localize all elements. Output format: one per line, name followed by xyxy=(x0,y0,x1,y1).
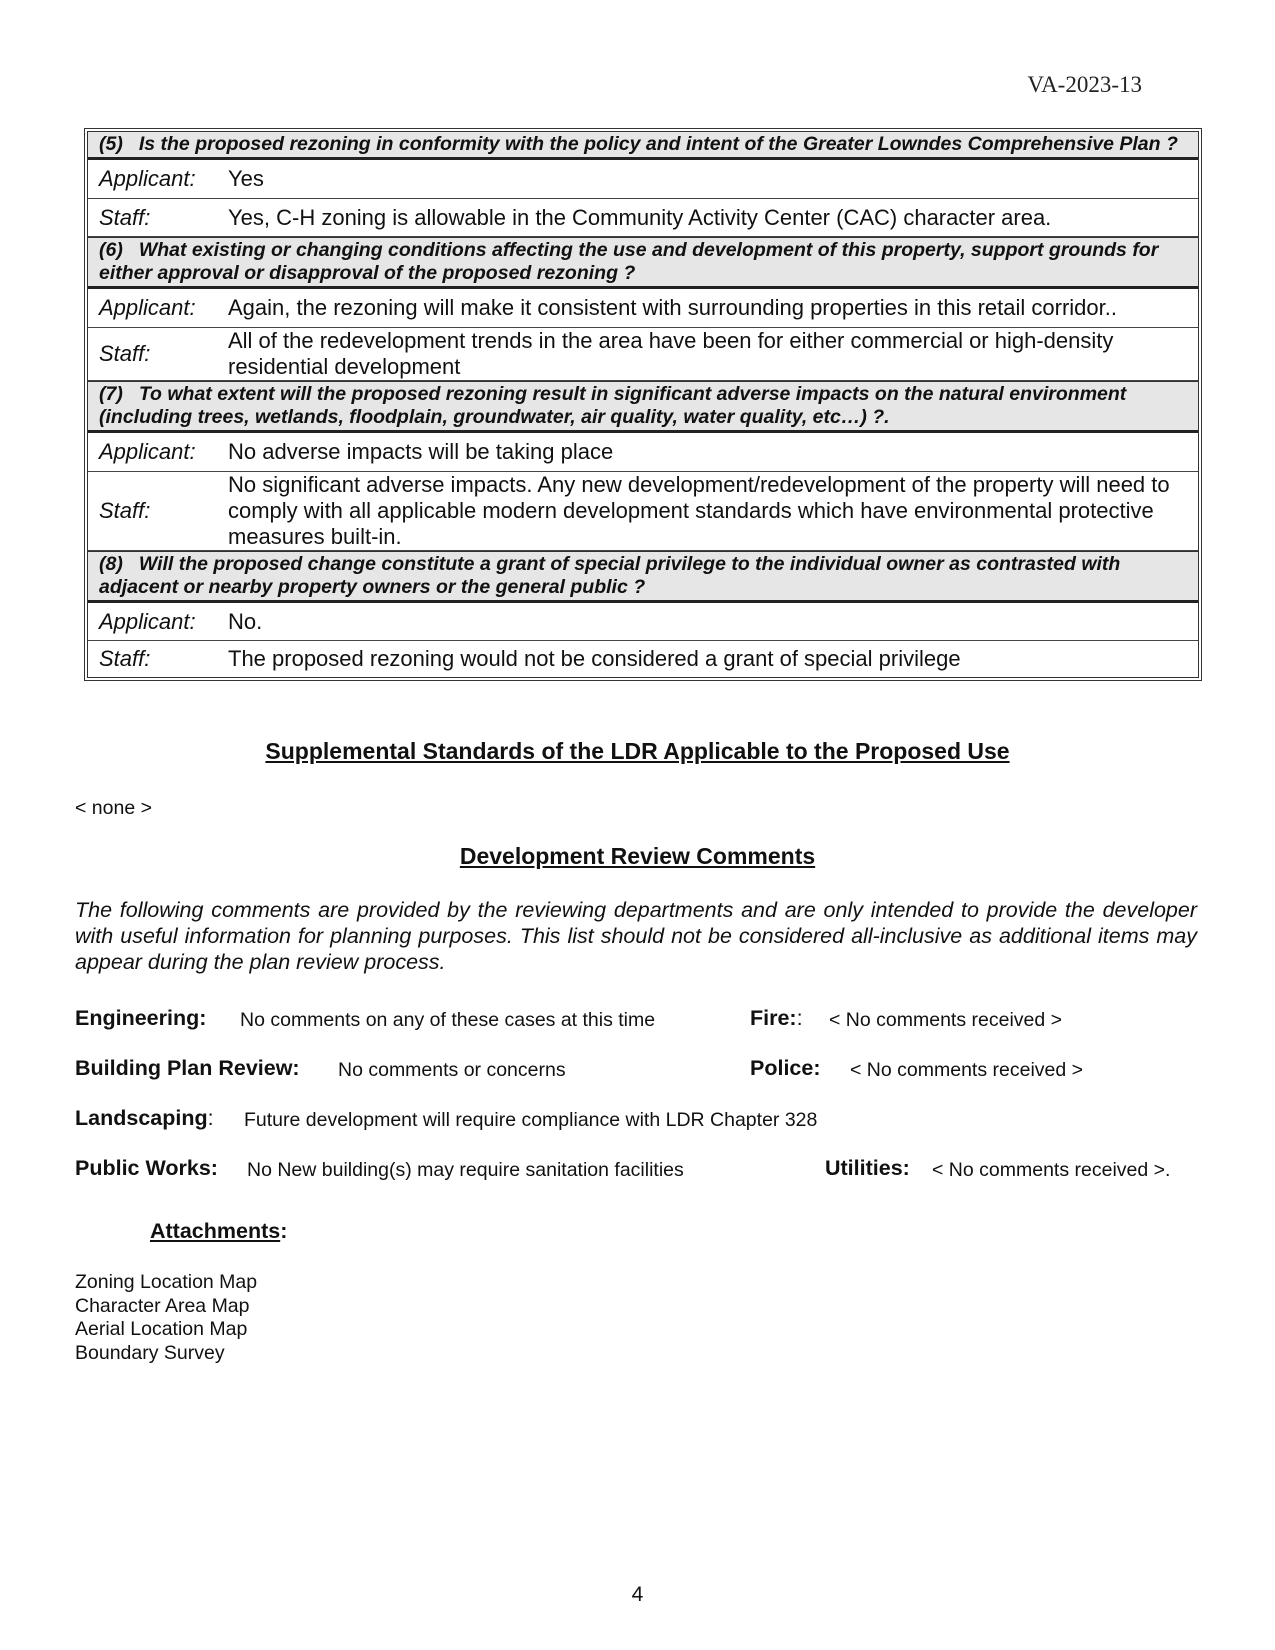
criteria-table xyxy=(87,131,1199,678)
landscaping-label: Landscaping: xyxy=(75,1106,214,1130)
landscaping-comment: Future development will require compliance with LDR Chapter 328 xyxy=(244,1109,818,1131)
applicant-label: Applicant: xyxy=(99,295,196,320)
question-number: (6) xyxy=(99,239,123,261)
staff-answer: All of the redevelopment trends in the area have been for either commercial or high-density residential development xyxy=(228,328,1114,379)
list-item: Character Area Map xyxy=(75,1294,250,1317)
question-text: Is the proposed rezoning in conformity with the policy and intent of the Greater Lowndes Comprehensive Plan ? xyxy=(138,133,1178,155)
applicant-row xyxy=(88,603,1198,641)
staff-row xyxy=(88,328,1198,381)
staff-answer: Yes, C-H zoning is allowable in the Community Activity Center (CAC) character area. xyxy=(228,204,1052,230)
list-item: Boundary Survey xyxy=(75,1341,225,1364)
list-item: Aerial Location Map xyxy=(75,1318,248,1340)
review-title: Development Review Comments xyxy=(459,843,816,869)
applicant-label: Applicant: xyxy=(99,439,196,464)
staff-answer: The proposed rezoning would not be considered a grant of special privilege xyxy=(228,646,961,671)
staff-label: Staff: xyxy=(99,341,151,366)
applicant-answer: Yes xyxy=(228,166,264,191)
list-item: Zoning Location Map xyxy=(75,1271,258,1293)
applicant-row xyxy=(88,433,1198,472)
question-number: (7) xyxy=(99,383,123,405)
review-intro: The following comments are provided by the reviewing departments and are only intended to provide the developer with useful information for planning purposes. This list should not be considered all-inclusive as additional items may appear during the plan review process. xyxy=(75,898,1197,974)
engineering-label: Engineering: xyxy=(75,1006,207,1030)
page-number: 4 xyxy=(631,1583,644,1606)
applicant-answer: Again, the rezoning will make it consistent with surrounding properties in this retail corridor.. xyxy=(228,295,1117,320)
question-number: (8) xyxy=(99,553,123,575)
question-8 xyxy=(88,551,1198,603)
staff-row xyxy=(88,641,1198,677)
question-number: (5) xyxy=(99,133,123,155)
engineering-comment: No comments on any of these cases at this time xyxy=(240,1009,656,1031)
staff-label: Staff: xyxy=(99,498,151,523)
fire-label: Fire:: xyxy=(750,1006,803,1030)
attachments-title: Attachments: xyxy=(150,1219,288,1243)
supplemental-title: Supplemental Standards of the LDR Applicable to the Proposed Use xyxy=(265,738,1010,764)
applicant-label: Applicant: xyxy=(99,166,196,191)
police-comment: < No comments received > xyxy=(850,1059,1084,1081)
question-7 xyxy=(88,381,1198,433)
case-id: VA-2023-13 xyxy=(1027,72,1142,97)
public-works-label: Public Works: xyxy=(75,1156,218,1180)
question-text: To what extent will the proposed rezoning result in significant adverse impacts on the natural environment (including trees, wetlands, floodplain, groundwater, air quality, water quality, etc…) ?. xyxy=(99,383,1127,428)
applicant-answer: No adverse impacts will be taking place xyxy=(228,439,614,464)
applicant-row xyxy=(88,160,1198,199)
applicant-label: Applicant: xyxy=(99,608,196,634)
question-6 xyxy=(88,237,1198,289)
attachments-list xyxy=(75,1271,257,1365)
fire-comment: < No comments received > xyxy=(829,1009,1063,1031)
utilities-comment: < No comments received >. xyxy=(932,1159,1171,1181)
question-text: Will the proposed change constitute a grant of special privilege to the individual owner as contrasted with adjacent or nearby property owners or the general public ? xyxy=(99,553,1121,598)
applicant-answer: No. xyxy=(228,608,263,634)
staff-row xyxy=(88,199,1198,237)
question-5 xyxy=(88,132,1198,160)
building-review-comment: No comments or concerns xyxy=(338,1059,566,1081)
question-text: What existing or changing conditions affecting the use and development of this property, support grounds for either approval or disapproval of the proposed rezoning ? xyxy=(99,239,1159,284)
staff-row xyxy=(88,472,1198,551)
staff-label: Staff: xyxy=(99,646,151,671)
staff-label: Staff: xyxy=(99,204,151,230)
utilities-label: Utilities: xyxy=(825,1156,910,1180)
staff-answer: No significant adverse impacts. Any new development/redevelopment of the property will need to comply with all applicable modern development standards which have environmental protective measures built-in. xyxy=(228,472,1170,549)
police-label: Police: xyxy=(750,1056,821,1080)
building-review-label: Building Plan Review: xyxy=(75,1056,300,1080)
public-works-comment: No New building(s) may require sanitation facilities xyxy=(247,1159,684,1181)
supplemental-value: < none > xyxy=(75,797,152,819)
applicant-row xyxy=(88,289,1198,328)
